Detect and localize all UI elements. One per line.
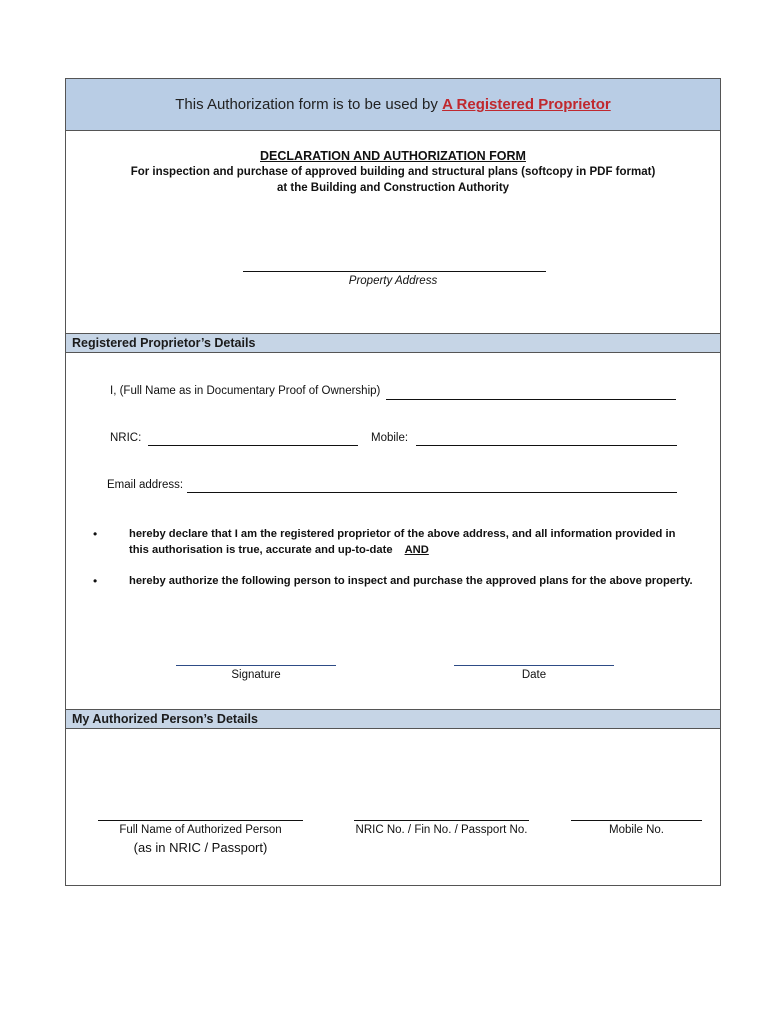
authorized-section-header: My Authorized Person’s Details — [66, 709, 720, 729]
full-name-label: I, (Full Name as in Documentary Proof of Ownership) — [110, 385, 381, 397]
declaration-line-2 — [129, 542, 714, 558]
nric-field[interactable] — [148, 445, 358, 446]
authorized-id-label: NRIC No. / Fin No. / Passport No. — [355, 824, 528, 836]
authorized-name-sublabel: (as in NRIC / Passport) — [133, 840, 268, 855]
declaration-title: DECLARATION AND AUTHORIZATION FORM — [260, 149, 526, 163]
nric-label: NRIC: — [110, 432, 142, 444]
declaration-statement — [129, 526, 714, 558]
declaration-subtitle-1: For inspection and purchase of approved building and structural plans (softcopy in PDF format) — [130, 166, 656, 178]
email-label: Email address: — [107, 479, 184, 491]
authorization-statement: hereby authorize the following person to inspect and purchase the approved plans for the above property. — [129, 575, 693, 587]
full-name-field[interactable] — [386, 399, 676, 400]
bullet-icon: • — [93, 574, 98, 588]
proprietor-section-header: Registered Proprietor’s Details — [66, 333, 720, 353]
authorized-name-label: Full Name of Authorized Person — [119, 824, 282, 836]
mobile-label: Mobile: — [371, 432, 409, 444]
property-address-label: Property Address — [348, 275, 438, 287]
bullet-icon: • — [93, 527, 98, 541]
form-title-band — [66, 79, 720, 131]
and-connector: AND — [404, 544, 429, 556]
title-prefix: This Authorization form is to be used by — [175, 96, 443, 113]
declaration-subtitle-2: at the Building and Construction Authority — [276, 182, 510, 194]
declaration-line-1: hereby declare that I am the registered proprietor of the above address, and all information provided in — [129, 528, 676, 540]
authorized-mobile-field[interactable] — [571, 820, 702, 821]
signature-field[interactable] — [176, 665, 336, 666]
title-highlight: A Registered Proprietor — [442, 96, 611, 113]
mobile-field[interactable] — [416, 445, 677, 446]
email-field[interactable] — [187, 492, 677, 493]
authorization-form — [65, 78, 721, 886]
signature-label: Signature — [231, 669, 281, 681]
authorized-mobile-label: Mobile No. — [609, 824, 664, 836]
authorized-name-field[interactable] — [98, 820, 303, 821]
date-label: Date — [521, 669, 547, 681]
authorized-id-field[interactable] — [354, 820, 529, 821]
date-field[interactable] — [454, 665, 614, 666]
declaration-line-2-text: this authorisation is true, accurate and up-to-date — [129, 544, 393, 556]
property-address-field[interactable] — [243, 271, 546, 272]
